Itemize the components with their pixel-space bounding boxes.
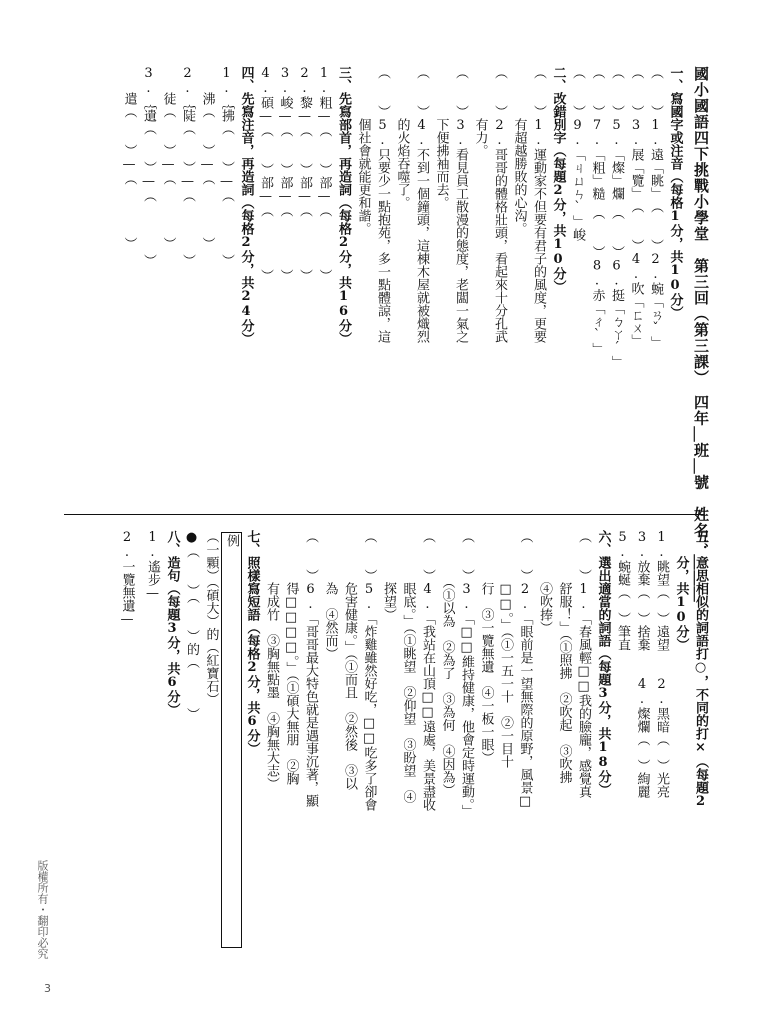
top-text-column: （ ）4.不到一個鐘頭，這棟木屋就被熾烈 [414, 66, 429, 343]
bottom-text-column: 3.放棄（ ）捨棄 4.燦爛（ ）絢麗 [634, 530, 650, 798]
bottom-text-column: □□。」（①一五一十 ②一目十 [498, 530, 513, 768]
bottom-text-column: 舒服！」（①照拂 ②吹起 ③吹拂 [556, 530, 572, 784]
bottom-text-column: （ ）6.「哥哥最大特色就是遇事沉著，顯 [303, 530, 318, 807]
top-section-heading: 二、改錯別字（每題2分，共10分） [550, 66, 566, 293]
top-text-column: （ ）5.「燦」爛 （ ）6.挺「ㄅㄚˊ」 [609, 66, 624, 369]
top-text-column: 沸（ ）—（ ） [199, 66, 215, 250]
bottom-spacer [137, 530, 143, 950]
bottom-section [44, 530, 710, 950]
top-text-column: （ ）2.哥哥的體格壯頭，看起來十分孔武 [492, 66, 507, 343]
top-text-column: （ ）5.只要少一點抱苑，多一點體諒，這 [375, 66, 390, 343]
bottom-section-heading: 七、照樣寫短語（每格2分，共6分） [244, 530, 260, 755]
top-text-column: 徒（ ）—（ ） [160, 66, 176, 250]
bottom-text-column: ●（ ）（ ）的（ ） [184, 530, 199, 721]
top-text-column: 的火焰吞噬了。 [394, 66, 410, 209]
bottom-section-heading: 五、意思相似的詞語打○，不同的打×（每題2 [693, 530, 708, 809]
bottom-text-column: 為 ④然而） [322, 530, 338, 660]
example-label-box: 例 [221, 532, 243, 948]
bottom-text-column: （①以為 ②為了 ③為何 ④因為） [439, 530, 455, 797]
bottom-section-heading: 分，共10分） [673, 530, 689, 651]
bottom-text-column: 1.遙步— [145, 530, 160, 601]
bottom-text-column: （ ）2.「眼前是一望無際的原野，風景□ [517, 530, 533, 809]
top-section-heading: 一、寫國字或注音（每格1分，共10分） [667, 66, 683, 319]
top-text-column: （ ）3.看見員工散漫的態度，老闆一氣之 [453, 66, 468, 343]
bottom-text-column: 探望） [381, 530, 396, 621]
top-section-heading: 三、先寫部首，再造詞（每格2分，共16分） [336, 66, 351, 345]
top-text-column: 1.｛拂（ ）—（ ） [219, 66, 234, 267]
bottom-text-column: （ ）3.「□□維持健康，他會定時運動。」 [459, 530, 474, 818]
bottom-text-column: （ ）5.「炸雞雖然好吃，□□吃多了卻會 [361, 530, 377, 811]
top-text-column: 有超越勝敗的心沟。 [511, 66, 527, 235]
top-text-column: 4.碩—（ ）部—（ ） [258, 66, 273, 282]
title-spacer [685, 66, 691, 506]
top-text-column: （ ）9.「ㄐㄩㄣˋ」峻 [570, 66, 585, 241]
bottom-section-heading: 八、造句（每題3分，共6分） [164, 530, 180, 716]
bottom-text-column: 危害健康。」（①而且 ②然後 ③以 [342, 530, 357, 790]
section-divider [64, 514, 704, 515]
bottom-text-column: 2.一覽無遺— [119, 530, 135, 627]
bottom-text-column: （一顆）（碩大）的（紅寶石） [203, 530, 219, 706]
top-text-column: （ ）1.運動家不但要有君子的風度，更要 [531, 66, 546, 343]
bottom-text-column: 眼底。」（①眺望 ②仰望 ③盼望 ④ [400, 530, 416, 803]
bottom-text-column: （ ）4.「我站在山頂□□遠處，美景盡收 [420, 530, 435, 811]
page-number: 3 [44, 982, 51, 995]
worksheet-title: 國小國語四下挑戰小學堂 第三回（第三課） 四年＿班＿號 姓名：＿＿＿ [692, 66, 710, 603]
top-text-column: 1.粗—（ ）部—（ ） [316, 66, 332, 282]
bottom-text-column: 有成竹 ③胸無點墨 ④胸無大志） [264, 530, 279, 790]
top-text-column: 2.｛陡（ ）—（ ） [180, 66, 195, 267]
top-text-column: 2.黎—（ ）部—（ ） [297, 66, 312, 282]
top-text-column: （ ）7.「粗」糙 （ ）8.赤「ㄔˋ」 [589, 66, 605, 356]
top-text-column: 個社會就能更和諧。 [355, 66, 371, 235]
top-text-column: 3.｛遺（ ）—（ ） [141, 66, 156, 267]
top-section-heading: 四、先寫注音，再造詞（每格2分，共24分） [238, 66, 254, 345]
bottom-text-column: 得□□□□。」（①碩大無朋 ②胸 [283, 530, 299, 785]
bottom-text-column: （ ）1.「春風輕□□我的臉龐，感覺真 [576, 530, 591, 798]
bottom-text-column: 行 ③一覽無遺 ④一板一眼） [478, 530, 494, 764]
top-text-column: 遣（ ）—（ ） [121, 66, 137, 250]
top-text-column: （ ）1.遠「眺」 （ ）2.蜿「ㄢˇ」 [648, 66, 663, 349]
top-text-column: 有力。 [472, 66, 488, 157]
bottom-text-column: ④吹捧） [537, 530, 552, 634]
top-text-column: 下便拂袖而去。 [433, 66, 449, 209]
bottom-section-heading: 六、選出適當的詞語（每題3分，共18分） [595, 530, 611, 796]
bottom-text-column: 1.眺望（ ）遠望 2.黑暗（ ）光亮 [654, 530, 669, 798]
top-text-column: （ ）3.展「覽」 （ ）4.吹「ㄈㄨ」 [628, 66, 644, 347]
copyright-notice: 版權所有・翻印必究 [36, 860, 49, 959]
top-text-column: 3.峻—（ ）部—（ ） [277, 66, 293, 282]
bottom-text-column: 5.蜿蜒（ ）筆直 [615, 530, 630, 651]
